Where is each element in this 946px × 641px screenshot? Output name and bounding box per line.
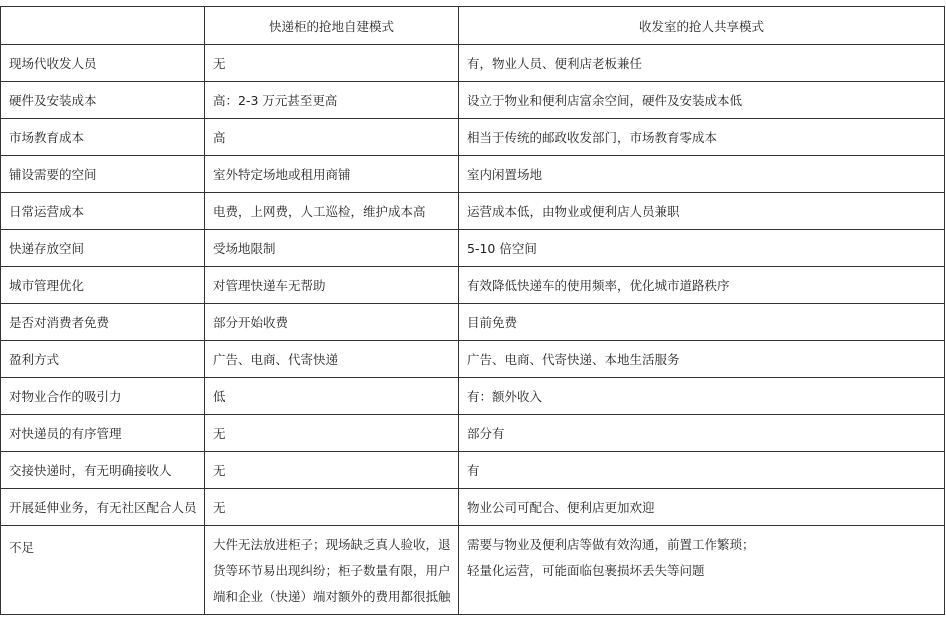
mailroom-cell: 广告、电商、代寄快递、本地生活服务 [459,341,945,378]
mailroom-cell: 有，物业人员、便利店老板兼任 [459,45,945,82]
table-row [1,45,945,82]
locker-shortcoming-line: 货等环节易出现纠纷；柜子数量有限，用户 [213,563,451,578]
row-label: 盈利方式 [1,341,205,378]
mailroom-shortcoming-line: 需要与物业及便利店等做有效沟通，前置工作繁琐； [467,537,755,552]
mailroom-cell: 有：额外收入 [459,378,945,415]
table-row [1,452,945,489]
header-corner-cell [1,7,205,45]
table-row [1,415,945,452]
table-row [1,193,945,230]
row-label: 开展延伸业务，有无社区配合人员 [1,489,205,526]
locker-shortcoming-line: 大件无法放进柜子；现场缺乏真人验收，退 [213,537,451,552]
locker-cell: 对管理快递车无帮助 [205,267,459,304]
locker-cell: 无 [205,489,459,526]
row-label: 对快递员的有序管理 [1,415,205,452]
table-row [1,156,945,193]
row-label: 城市管理优化 [1,267,205,304]
table-row [1,304,945,341]
locker-cell: 无 [205,415,459,452]
locker-cell: 受场地限制 [205,230,459,267]
locker-cell: 无 [205,45,459,82]
locker-cell: 高 [205,119,459,156]
row-label: 是否对消费者免费 [1,304,205,341]
mailroom-cell: 室内闲置场地 [459,156,945,193]
mailroom-cell: 相当于传统的邮政收发部门，市场教育零成本 [459,119,945,156]
mailroom-cell: 物业公司可配合、便利店更加欢迎 [459,489,945,526]
mailroom-shortcomings-cell [459,526,945,615]
header-locker-model: 快递柜的抢地自建模式 [205,7,459,45]
comparison-table-container [0,6,944,615]
row-label: 现场代收发人员 [1,45,205,82]
row-label: 硬件及安装成本 [1,82,205,119]
table-row [1,230,945,267]
locker-cell: 室外特定场地或租用商铺 [205,156,459,193]
table-row-shortcomings [1,526,945,615]
mailroom-cell: 部分有 [459,415,945,452]
row-label: 对物业合作的吸引力 [1,378,205,415]
table-row [1,489,945,526]
row-label: 快递存放空间 [1,230,205,267]
locker-shortcoming-line: 端和企业（快递）端对额外的费用都很抵触 [213,589,451,604]
header-mailroom-model: 收发室的抢人共享模式 [459,7,945,45]
row-label: 铺设需要的空间 [1,156,205,193]
table-row [1,119,945,156]
locker-cell: 无 [205,452,459,489]
locker-shortcomings-cell [205,526,459,615]
row-label: 市场教育成本 [1,119,205,156]
mailroom-cell: 5-10 倍空间 [459,230,945,267]
locker-cell: 电费，上网费，人工巡检，维护成本高 [205,193,459,230]
mailroom-shortcoming-line: 轻量化运营，可能面临包裹损坏丢失等问题 [467,563,705,578]
mailroom-cell: 有效降低快递车的使用频率，优化城市道路秩序 [459,267,945,304]
locker-cell: 部分开始收费 [205,304,459,341]
comparison-table [0,6,945,615]
table-row [1,378,945,415]
table-row [1,82,945,119]
locker-cell: 低 [205,378,459,415]
row-label: 交接快递时，有无明确接收人 [1,452,205,489]
row-label: 日常运营成本 [1,193,205,230]
locker-cell: 广告、电商、代寄快递 [205,341,459,378]
mailroom-cell: 运营成本低，由物业或便利店人员兼职 [459,193,945,230]
row-label: 不足 [1,526,205,615]
mailroom-cell: 设立于物业和便利店富余空间，硬件及安装成本低 [459,82,945,119]
table-row [1,341,945,378]
mailroom-cell: 有 [459,452,945,489]
locker-cell: 高：2-3 万元甚至更高 [205,82,459,119]
table-row [1,267,945,304]
table-header-row [1,7,945,45]
mailroom-cell: 目前免费 [459,304,945,341]
